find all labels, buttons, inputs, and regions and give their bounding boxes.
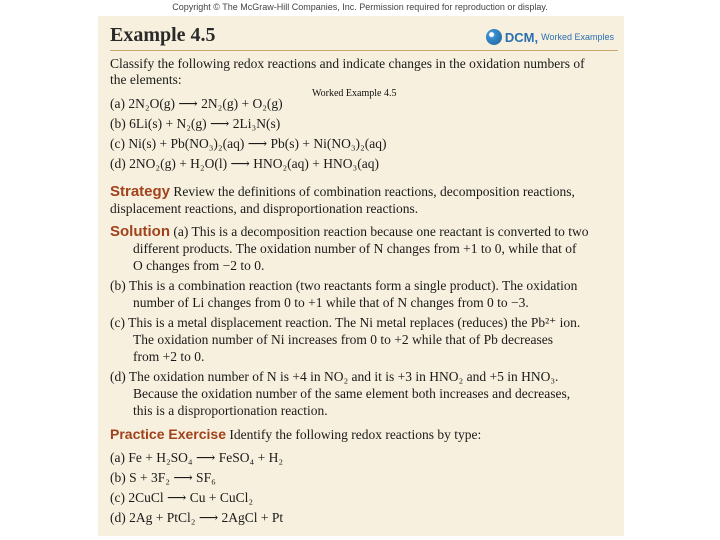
copyright-notice: Copyright © The McGraw-Hill Companies, Inc. Permission required for reproduction or display. — [172, 2, 548, 12]
strategy-line-2: displacement reactions, and disproportionation reactions. — [110, 201, 419, 216]
example-header — [98, 24, 624, 48]
strategy-line-1: Review the definitions of combination reactions, decomposition reactions, — [173, 184, 575, 199]
solution-line-a3: O changes from −2 to 0. — [133, 258, 265, 273]
problem-intro-line-1: Classify the following redox reactions and indicate changes in the oxidation numbers of — [110, 56, 585, 71]
practice-reaction-c: (c) 2CuCl ⟶ Cu + CuCl₂ — [110, 490, 254, 505]
practice-reaction-d: (d) 2Ag + PtCl₂ ⟶ 2AgCl + Pt — [110, 510, 284, 525]
dcm-logo-subtitle: Worked Examples — [541, 32, 614, 42]
dcm-logo-text: DCM, — [504, 29, 539, 45]
practice-intro: Identify the following redox reactions by type: — [229, 427, 482, 442]
practice-reaction-a: (a) Fe + H₂SO₄ ⟶ FeSO₄ + H₂ — [110, 450, 284, 465]
solution-line-d3: this is a disproportionation reaction. — [133, 403, 328, 418]
header-divider — [110, 50, 618, 51]
solution-line-c2: The oxidation number of Ni increases from 0 to +2 while that of Pb decreases — [133, 332, 553, 347]
solution-line-b2: number of Li changes from 0 to +1 while that of N changes from 0 to −3. — [133, 295, 529, 310]
example-title: Example 4.5 — [110, 24, 216, 46]
practice-block — [110, 426, 481, 443]
solution-line-a2: different products. The oxidation number of N changes from +1 to 0, while that of — [133, 241, 577, 256]
strategy-heading: Strategy — [110, 183, 171, 200]
worked-example-overlay-label: Worked Example 4.5 — [312, 88, 397, 99]
reaction-a: (a) 2N₂O(g) ⟶ 2N₂(g) + O₂(g) — [110, 96, 283, 111]
cd-disc-icon — [486, 29, 502, 45]
solution-line-a1: (a) This is a decomposition reaction because one reactant is converted to two — [173, 224, 589, 239]
practice-heading: Practice Exercise — [110, 426, 226, 442]
solution-line-c1: (c) This is a metal displacement reaction. The Ni metal replaces (reduces) the Pb²⁺ ion. — [110, 315, 581, 330]
strategy-block — [110, 184, 575, 200]
dcm-worked-examples-logo[interactable] — [486, 27, 614, 47]
solution-line-c3: from +2 to 0. — [133, 349, 205, 364]
solution-line-d2: Because the oxidation number of the same element both increases and decreases, — [133, 386, 571, 401]
solution-line-b1: (b) This is a combination reaction (two reactants form a single product). The oxidation — [110, 278, 578, 293]
reaction-d: (d) 2NO₂(g) + H₂O(l) ⟶ HNO₂(aq) + HNO₃(aq) — [110, 156, 379, 171]
reaction-b: (b) 6Li(s) + N₂(g) ⟶ 2Li₃N(s) — [110, 116, 281, 131]
problem-intro-line-2: the elements: — [110, 72, 182, 87]
solution-heading: Solution — [110, 223, 170, 240]
solution-line-d1: (d) The oxidation number of N is +4 in NO₂ and it is +3 in HNO₂ and +5 in HNO₃. — [110, 369, 559, 384]
reaction-c: (c) Ni(s) + Pb(NO₃)₂(aq) ⟶ Pb(s) + Ni(NO₃)₂(aq) — [110, 136, 387, 151]
solution-block — [110, 224, 588, 240]
practice-reaction-b: (b) S + 3F₂ ⟶ SF₆ — [110, 470, 216, 485]
